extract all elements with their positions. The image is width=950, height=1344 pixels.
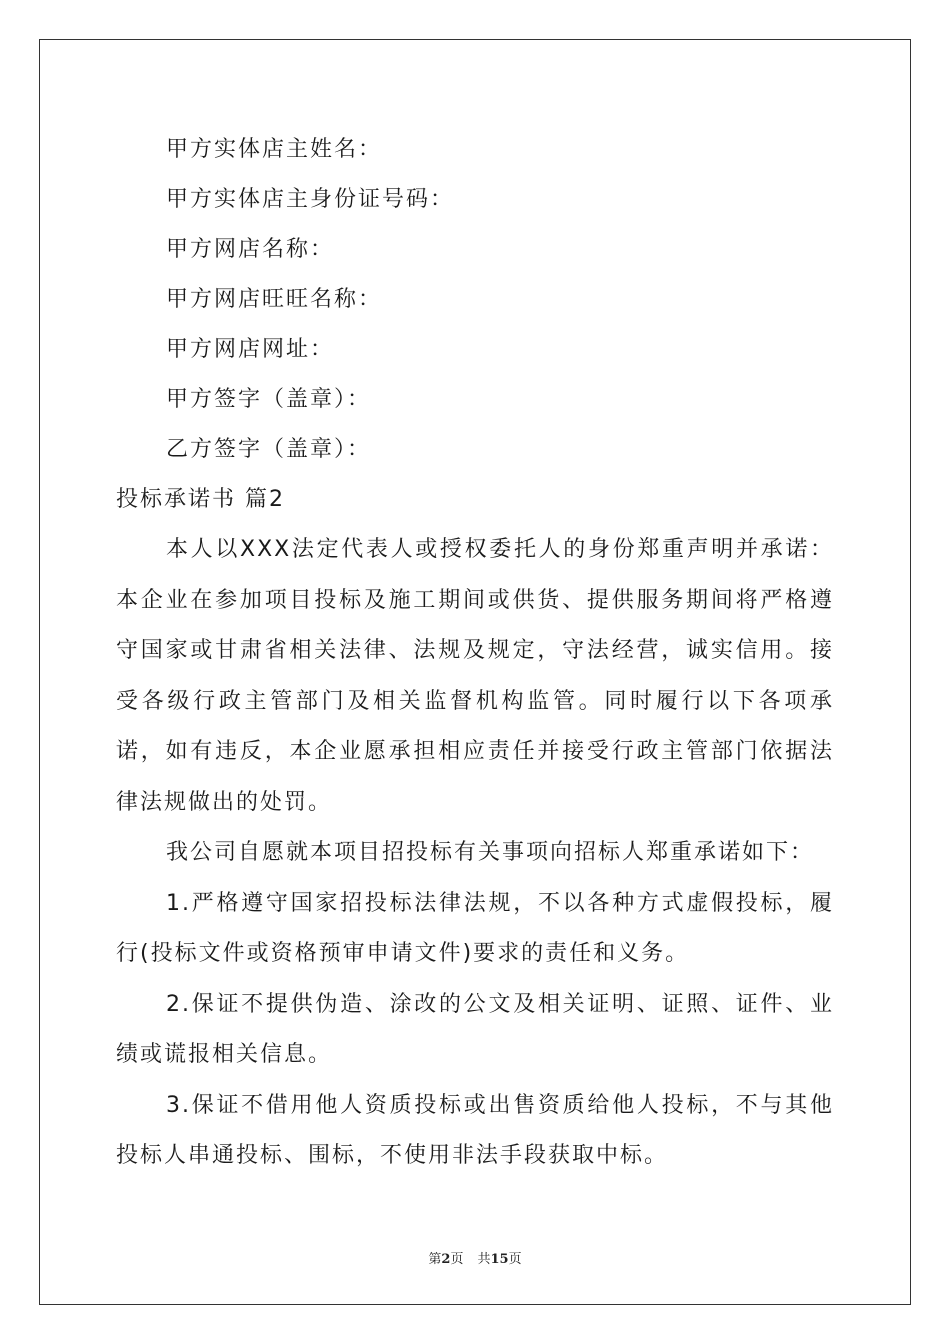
page-footer [0,1248,950,1267]
paragraph-commitment-2: 2.保证不提供伪造、涂改的公文及相关证明、证照、证件、业绩或谎报相关信息。 [116,991,834,1067]
total-pages: 15 [490,1252,509,1267]
paragraph-declaration: 本人以XXX法定代表人或授权委托人的身份郑重声明并承诺：本企业在参加项目投标及施工期间或供货、提供服务期间将严格遵守国家或甘肃省相关法律、法规及规定，守法经营，诚实信用。接受各级行政主管部门及相关监督机构监管。同时履行以下各项承诺，如有违反，本企业愿承担相应责任并接受行政主管部门依据法律法规做出的处罚。 [116,537,834,815]
page-prefix: 第 [428,1252,442,1267]
total-suffix: 页 [508,1252,522,1267]
page-suffix: 页 [450,1252,464,1267]
field-shop-name: 甲方网店名称： [166,237,335,262]
document-body [116,125,834,1182]
field-party-b-signature: 乙方签字（盖章）： [166,437,372,462]
paragraph-commitment-1: 1.严格遵守国家招投标法律法规，不以各种方式虚假投标，履行(投标文件或资格预审申请文件)要求的责任和义务。 [116,890,834,966]
paragraph-commitment-intro: 我公司自愿就本项目招投标有关事项向招标人郑重承诺如下： [166,840,815,865]
field-owner-name: 甲方实体店主姓名： [166,137,383,162]
field-party-a-signature: 甲方签字（盖章）： [166,387,372,412]
section-heading: 投标承诺书 篇2 [116,487,285,512]
page-number: 2 [441,1252,451,1267]
field-owner-id-number: 甲方实体店主身份证号码： [166,187,455,212]
field-wangwang-name: 甲方网店旺旺名称： [166,287,383,312]
paragraph-commitment-3: 3.保证不借用他人资质投标或出售资质给他人投标，不与其他投标人串通投标、围标，不使用非法手段获取中标。 [116,1092,834,1168]
total-prefix: 共 [477,1252,491,1267]
field-shop-url: 甲方网店网址： [166,337,335,362]
